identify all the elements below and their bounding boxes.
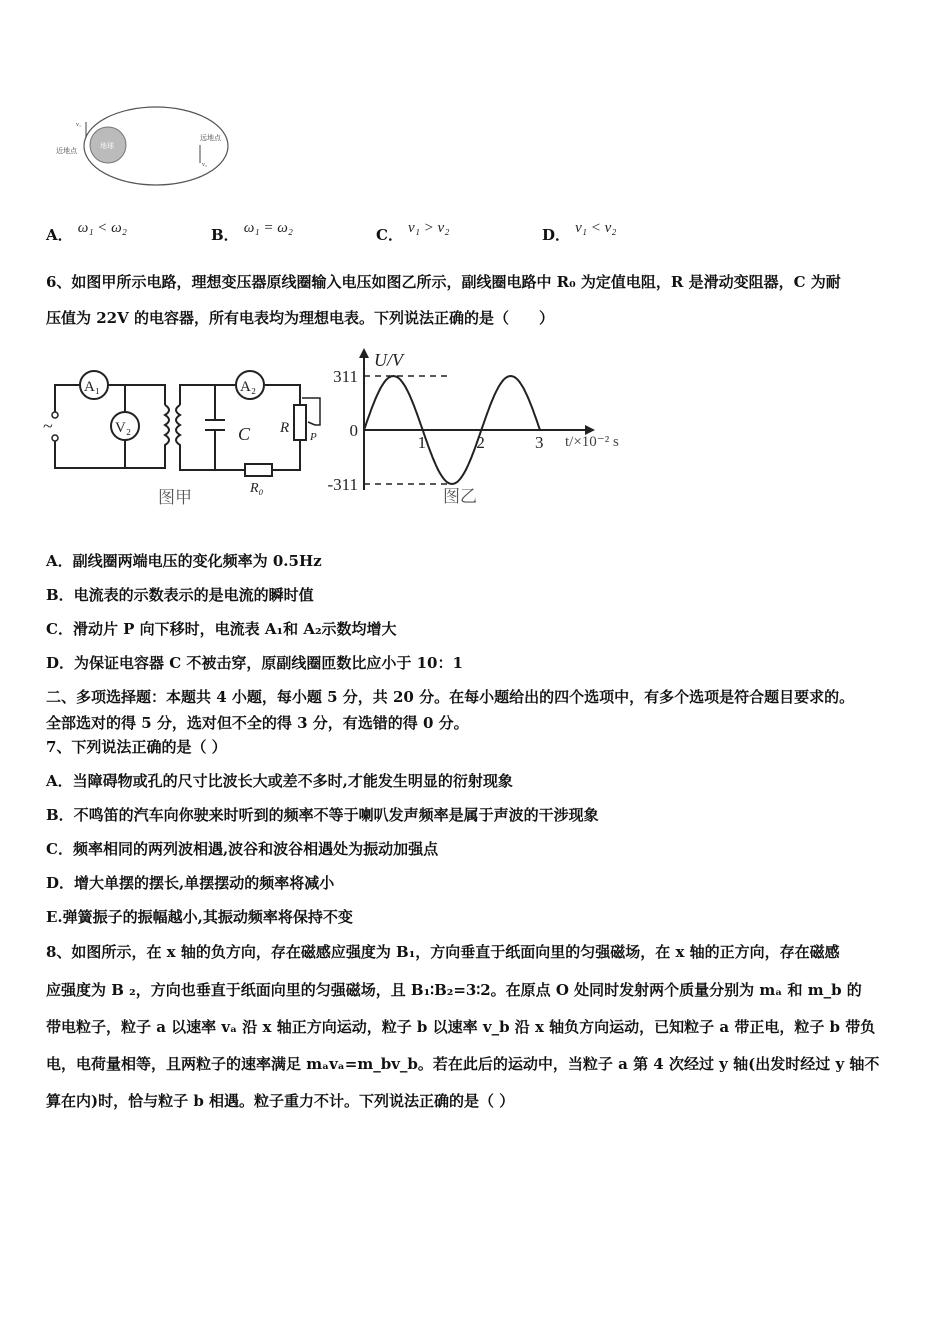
- q5-option-a-label: A．: [46, 226, 73, 244]
- q8-line3: 带电粒子，粒子 a 以速率 vₐ 沿 x 轴正方向运动，粒子 b 以速率 v_b 沿 x 轴负方向运动，已知粒子 a 带正电，粒子 b 带负: [46, 1018, 876, 1036]
- chart-caption: 图乙: [443, 487, 477, 506]
- q5-option-c[interactable]: [376, 216, 450, 244]
- q5-option-d-expr: v₁ < v₂: [575, 220, 617, 236]
- q6-option-b[interactable]: B．电流表的示数表示的是电流的瞬时值: [46, 586, 314, 604]
- y-axis-label: U/V: [374, 350, 403, 370]
- earth-label: 地球: [100, 142, 114, 150]
- x-tick-label: 2: [476, 433, 485, 452]
- slider-label: P: [310, 431, 317, 443]
- q5-option-b-expr: ω₁ = ω₂: [243, 220, 294, 236]
- orbit-figure: [50, 100, 240, 195]
- q7-option-c[interactable]: C．频率相同的两列波相遇,波谷和波谷相遇处为振动加强点: [46, 840, 439, 858]
- q6-option-c[interactable]: C．滑动片 P 向下移时，电流表 A₁和 A₂示数均增大: [46, 620, 397, 638]
- rheostat-label: R: [280, 420, 290, 436]
- secondary-coil: [176, 405, 180, 450]
- y-tick-label: 0: [349, 421, 358, 440]
- y-tick-label: -311: [327, 475, 358, 494]
- q6-option-d[interactable]: D．为保证电容器 C 不被击穿，原副线圈匝数比应小于 10：1: [46, 654, 463, 672]
- primary-coil: [165, 405, 169, 450]
- voltage-chart: [320, 340, 635, 510]
- resistor-r0: [245, 464, 272, 476]
- rheostat-r: [294, 405, 306, 440]
- q7-stem: 7、下列说法正确的是（ ）: [46, 738, 227, 756]
- q5-option-d-label: D．: [542, 226, 571, 244]
- q5-option-c-label: C．: [376, 226, 403, 244]
- resistor-r0-label: R₀: [250, 481, 264, 496]
- q6-stem-line2: 压值为 22V 的电容器，所有电表均为理想电表。下列说法正确的是（ ）: [46, 309, 554, 327]
- q5-option-b[interactable]: [211, 216, 294, 244]
- q5-option-d[interactable]: [542, 216, 617, 244]
- q8-line4: 电，电荷量相等，且两粒子的速率满足 mₐvₐ=m_bv_b。若在此后的运动中，当粒子 a 第 4 次经过 y 轴(出发时经过 y 轴不: [46, 1055, 880, 1073]
- q5-option-a[interactable]: [46, 216, 127, 244]
- voltmeter-v2-label: V₂: [115, 420, 132, 436]
- capacitor-label: C: [238, 424, 251, 444]
- q8-line5: 算在内)时，恰与粒子 b 相遇。粒子重力不计。下列说法正确的是（ ）: [46, 1092, 515, 1110]
- q7-option-d[interactable]: D．增大单摆的摆长,单摆摆动的频率将减小: [46, 874, 335, 892]
- y-tick-label: 311: [333, 367, 358, 386]
- circuit-caption: 图甲: [158, 488, 192, 507]
- section2-line2: 全部选对的得 5 分，选对但不全的得 3 分，有选错的得 0 分。: [46, 714, 469, 732]
- q5-option-b-label: B．: [211, 226, 239, 244]
- v1-label: v₁: [76, 122, 82, 128]
- v2-label: v₂: [202, 162, 208, 168]
- ammeter-a1-label: A₁: [84, 379, 101, 395]
- near-point-label: 近地点: [56, 147, 77, 155]
- y-axis-arrow: [359, 348, 369, 358]
- q6-stem-line1: 6、如图甲所示电路，理想变压器原线圈输入电压如图乙所示，副线圈电路中 R₀ 为定值电阻，R 是滑动变阻器，C 为耐: [46, 273, 841, 291]
- q8-line2: 应强度为 B ₂，方向也垂直于纸面向里的匀强磁场，且 B₁∶B₂=3∶2。在原点 O 处同时发射两个质量分别为 mₐ 和 m_b 的: [46, 981, 862, 999]
- q5-option-a-expr: ω₁ < ω₂: [77, 220, 127, 236]
- q7-option-a[interactable]: A．当障碍物或孔的尺寸比波长大或差不多时,才能发生明显的衍射现象: [46, 772, 513, 790]
- x-axis-label: t/×10⁻² s: [565, 434, 619, 450]
- x-tick-label: 1: [417, 433, 427, 452]
- x-tick-label: 3: [535, 433, 544, 452]
- q7-option-b[interactable]: B．不鸣笛的汽车向你驶来时听到的频率不等于喇叭发声频率是属于声波的干涉现象: [46, 806, 599, 824]
- q7-option-e[interactable]: E.弹簧振子的振幅越小,其振动频率将保持不变: [46, 908, 353, 926]
- q6-option-a[interactable]: A．副线圈两端电压的变化频率为 0.5Hz: [46, 552, 322, 570]
- q5-option-c-expr: v₁ > v₂: [408, 220, 450, 236]
- circuit-figure: [40, 360, 330, 515]
- far-point-label: 远地点: [200, 134, 221, 142]
- ammeter-a2-label: A₂: [240, 379, 257, 395]
- section2-line1: 二、多项选择题：本题共 4 小题，每小题 5 分，共 20 分。在每小题给出的四个选项中，有多个选项是符合题目要求的。: [46, 688, 855, 706]
- q8-line1: 8、如图所示，在 x 轴的负方向，存在磁感应强度为 B₁，方向垂直于纸面向里的匀强磁场，在 x 轴的正方向，存在磁感: [46, 943, 840, 961]
- ac-source-symbol: ~: [43, 416, 53, 436]
